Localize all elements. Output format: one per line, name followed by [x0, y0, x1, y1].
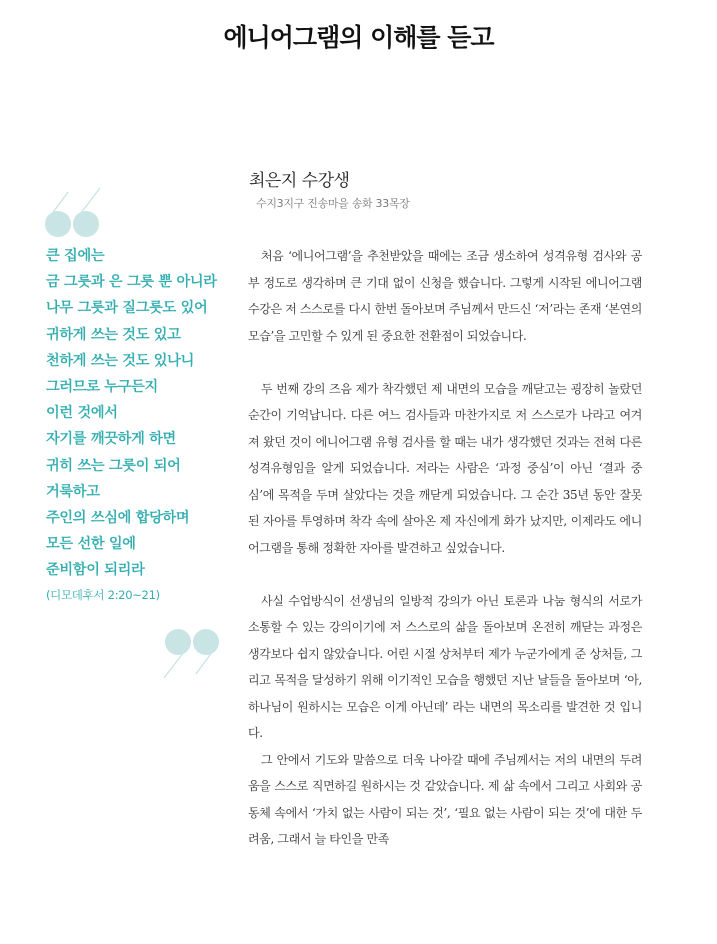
verse-line: 주인의 쓰심에 합당하며: [46, 510, 190, 527]
verse-line: 자기를 깨끗하게 하면: [46, 431, 176, 448]
verse-line: 큰 집에는: [46, 248, 105, 264]
verse-reference: (디모데후서 2:20~21): [46, 587, 160, 602]
verse-line: 그러므로 누구든지: [46, 379, 158, 396]
page-title: 에니어그램의 이해를 듣고: [223, 23, 494, 52]
verse-line: 천하게 쓰는 것도 있나니: [46, 352, 194, 369]
paragraph: 사실 수업방식이 선생님의 일방적 강의가 아닌 토론과 나눔 형식의 서로가 소통할 수 있는 강의이기에 저 스스로의 삶을 돌아보며 온전히 깨닫는 과정은 생각보다 쉽지 않았습니다. 어린 시절 상처부터 제가 누군가에게 준 상처들, 그리고 목적을 달성하기 위해 이기적인 모습을 행했던 지난 날들을 돌아보며 ‘아, 하나님이 원하시는 모습은 이게 아닌데’ 라는 내면의 목소리를 발견한 것 입니다.: [248, 593, 642, 740]
verse-line: 귀하게 쓰는 것도 있고: [46, 326, 181, 343]
author-affiliation: 수지3지구 진송마을 송화 33목장: [256, 197, 410, 210]
verse-line: 나무 그릇과 질그릇도 있어: [46, 300, 208, 317]
verse-line: 준비함이 되리라: [46, 562, 145, 579]
verse-line: 모든 선한 일에: [46, 536, 136, 553]
paragraph: 두 번째 강의 즈음 제가 착각했던 제 내면의 모습을 깨닫고는 굉장히 놀랐던 순간이 기억납니다. 다른 여느 검사들과 마찬가지로 저 스스로가 나라고 여겨져 왔던 것이 에니어그램 유형 검사를 할 때는 내가 생각했던 것과는 전혀 다른 성격유형임을 알게 되었습니다. 저라는 사람은 ‘과정 중심’이 아닌 ‘결과 중심’에 목적을 두며 살았다는 것을 깨닫게 되었습니다. 그 순간 35년 동안 잘못된 자아를 투영하며 착각 속에 살아온 제 자신에게 화가 났지만, 이제라도 에니어그램을 통해 정확한 자아를 발견하고 싶었습니다.: [248, 381, 642, 555]
verse-line: 이런 것에서: [46, 405, 118, 422]
author-name: 최은지 수강생: [249, 171, 350, 191]
verse-line: 거룩하고: [46, 483, 100, 500]
bible-verse-quote: [46, 243, 246, 605]
article-body: [248, 243, 642, 853]
verse-line: 금 그릇과 은 그릇 뿐 아니라: [46, 274, 217, 291]
close-quote-icon: [160, 628, 220, 680]
verse-line: 귀히 쓰는 그릇이 되어: [46, 457, 181, 474]
paragraph: 처음 ‘에니어그램’을 추천받았을 때에는 조금 생소하여 성격유형 검사와 공부 정도로 생각하며 큰 기대 없이 신청을 했습니다. 그렇게 시작된 에니어그램 수강은 저 스스로를 다시 한번 돌아보며 주님께서 만드신 ‘저’라는 존재 ‘본연의 모습’을 고민할 수 있게 된 중요한 전환점이 되었습니다.: [248, 249, 642, 343]
open-quote-icon: [44, 186, 104, 238]
paragraph: 그 안에서 기도와 말씀으로 더욱 나아갈 때에 주님께서는 저의 내면의 두려움을 스스로 직면하길 원하시는 것 같았습니다. 제 삶 속에서 그리고 사회와 공동체 속에서 ‘가치 없는 사람이 되는 것’, ‘필요 없는 사람이 되는 것’에 대한 두려움, 그래서 늘 타인을 만족: [248, 752, 642, 846]
